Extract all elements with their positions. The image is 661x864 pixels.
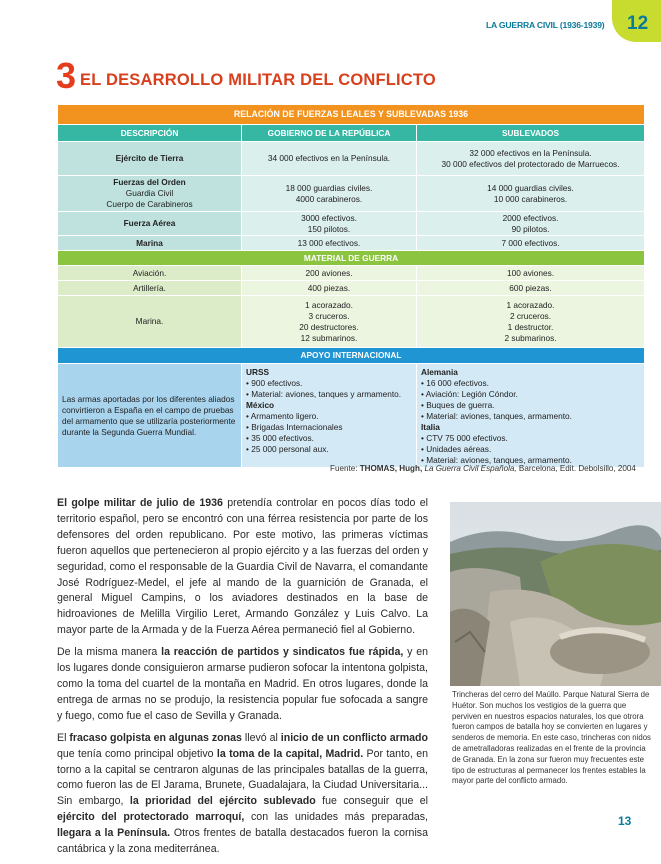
section-number: 3 <box>56 55 77 96</box>
material-section-header: MATERIAL DE GUERRA <box>58 251 645 266</box>
material-row-republic: 1 acorazado. 3 cruceros. 20 destructores. 12 submarinos. <box>242 296 417 348</box>
body-paragraph: El fracaso golpista en algunas zonas llevó al inicio de un conflicto armado que tenía como principal objetivo la toma de la capital, Madrid. Por tanto, en torno a la capital se centraron algunas de las principales batallas de la guerra, como fueron las de El Jarama, Brunete, Guadalajara, la Ciudad Universitaria... Sin embargo, la prioridad del ejército sublevado fue conseguir que el ejército del protectorado marroquí, con las unidades más preparadas, llegara a la Península. Otros frentes de batalla destacados fueron la cornisa cantábrica y la zona mediterránea. <box>57 731 429 856</box>
source-citation <box>330 464 636 473</box>
support-country: Italia <box>421 422 440 432</box>
forces-row-label: Fuerza Aérea <box>58 212 242 236</box>
support-item: • 25 000 personal aux. <box>246 444 412 455</box>
chapter-number-tab <box>612 0 661 42</box>
forces-row-republic: 3000 efectivos. 150 pilotos. <box>242 212 417 236</box>
support-item: • Material: aviones, tanques, armamento. <box>421 411 640 422</box>
support-country: URSS <box>246 367 270 377</box>
material-row <box>58 266 645 281</box>
table-title: RELACIÓN DE FUERZAS LEALES Y SUBLEVADAS 1936 <box>58 105 645 125</box>
support-item: • Material: aviones, tanques, armamento. <box>421 455 640 466</box>
forces-row <box>58 236 645 251</box>
forces-row <box>58 142 645 176</box>
forces-row-rebels: 14 000 guardias civiles. 10 000 carabineros. <box>417 176 645 212</box>
support-rebels <box>417 364 645 468</box>
support-item: • Unidades aéreas. <box>421 444 640 455</box>
support-item: • Aviación: Legión Cóndor. <box>421 389 640 400</box>
chapter-title: LA GUERRA CIVIL (1936-1939) <box>486 20 605 30</box>
support-list <box>421 433 640 466</box>
support-country: Alemania <box>421 367 458 377</box>
material-row-label: Artillería. <box>58 281 242 296</box>
page-number: 13 <box>618 814 632 828</box>
support-item: • 16 000 efectivos. <box>421 378 640 389</box>
material-row-label: Aviación. <box>58 266 242 281</box>
section-title: EL DESARROLLO MILITAR DEL CONFLICTO <box>80 71 436 89</box>
material-row-rebels: 100 aviones. <box>417 266 645 281</box>
support-item: • 35 000 efectivos. <box>246 433 412 444</box>
forces-row-label: Fuerzas del Orden Guardia Civil Cuerpo de Carabineros <box>58 176 242 212</box>
material-row <box>58 296 645 348</box>
forces-row-label: Marina <box>58 236 242 251</box>
support-description: Las armas aportadas por los diferentes aliados convirtieron a España en el campo de pruebas del armamento que se utilizaría posteriormente durante la Segunda Guerra Mundial. <box>58 364 242 468</box>
material-row-republic: 400 piezas. <box>242 281 417 296</box>
forces-row-republic: 34 000 efectivos en la Península. <box>242 142 417 176</box>
material-row-republic: 200 aviones. <box>242 266 417 281</box>
source-author: THOMAS, Hugh, <box>359 464 425 473</box>
material-row-rebels: 600 piezas. <box>417 281 645 296</box>
material-row-label: Marina. <box>58 296 242 348</box>
forces-row-rebels: 7 000 efectivos. <box>417 236 645 251</box>
source-publisher: Barcelona, Edit. Debolsillo, 2004 <box>516 464 636 473</box>
support-item: • Brigadas Internacionales <box>246 422 412 433</box>
col-header-description: DESCRIPCIÓN <box>58 125 242 142</box>
support-republic <box>242 364 417 468</box>
support-item: • 900 efectivos. <box>246 378 412 389</box>
forces-row <box>58 212 645 236</box>
source-prefix: Fuente: <box>330 464 360 473</box>
body-paragraph: De la misma manera la reacción de partidos y sindicatos fue rápida, y en los lugares donde consiguieron armarse pudieron sofocar la intentona golpista, como la toma del cuartel de la montaña en Madrid. En otros lugares, donde la entrega de armas no se produjo, la resistencia popular fue sofocada a sangre y fuego, como fue el caso de Sevilla y Granada. <box>57 646 428 722</box>
body-text <box>57 496 428 864</box>
support-list <box>421 378 640 422</box>
forces-row-republic: 18 000 guardias civiles. 4000 carabineros. <box>242 176 417 212</box>
forces-row-rebels: 2000 efectivos. 90 pilotos. <box>417 212 645 236</box>
source-book: La Guerra Civil Española, <box>424 464 517 473</box>
col-header-rebels: SUBLEVADOS <box>417 125 645 142</box>
support-item: • Material: aviones, tanques y armamento. <box>246 389 412 400</box>
trenches-photo <box>450 502 661 686</box>
body-paragraph: El golpe militar de julio de 1936 pretendía controlar en pocos días todo el territorio español, pero se encontró con una férrea resistencia por parte de los defensores del orden republicano. Por este motivo, las primeras víctimas fueron aquellos que pertenecieron al propio ejército y a las fuerzas del orden y seguridad, como el responsable de la Guardia Civil de Navarra, el comandante José Rodríguez-Medel, el jefe al mando de la guarnición de Granada, el general Miguel Campins, o los aviadores destinados en la base de hidroaviones de Melilla Virgilio Leret, Armando González y Luis Calvo. La mayor parte de la Armada y de la Fuerza Aérea permaneció fiel al Gobierno. <box>57 497 428 637</box>
forces-row-label: Ejército de Tierra <box>58 142 242 176</box>
support-section-header: APOYO INTERNACIONAL <box>58 348 645 364</box>
support-list <box>246 378 412 400</box>
forces-row-rebels: 32 000 efectivos en la Península. 30 000 efectivos del protectorado de Marruecos. <box>417 142 645 176</box>
forces-row <box>58 176 645 212</box>
photo-caption: Trincheras del cerro del Maúllo. Parque Natural Sierra de Huétor. Son muchos los vestigios de la guerra que perviven en nuestros espacios naturales, los que otrora fueron campos de batalla hoy se convierten en lugares y senderos de memoria. En este caso, trincheras con nidos de ametralladoras realizadas en el frente de la provincia de Granada. En la zona sur fueron muy frecuentes este tipo de estructuras al permanecer los frentes estables la mayor parte del conflicto armado. <box>452 690 651 786</box>
support-list <box>246 411 412 455</box>
forces-table <box>57 104 645 468</box>
support-country: México <box>246 400 275 410</box>
support-row <box>58 364 645 468</box>
material-row <box>58 281 645 296</box>
chapter-number: 12 <box>627 13 649 34</box>
forces-row-republic: 13 000 efectivos. <box>242 236 417 251</box>
col-header-republic: GOBIERNO DE LA REPÚBLICA <box>242 125 417 142</box>
support-item: • Buques de guerra. <box>421 400 640 411</box>
support-item: • CTV 75 000 efectivos. <box>421 433 640 444</box>
material-row-rebels: 1 acorazado. 2 cruceros. 1 destructor. 2 submarinos. <box>417 296 645 348</box>
support-item: • Armamento ligero. <box>246 411 412 422</box>
